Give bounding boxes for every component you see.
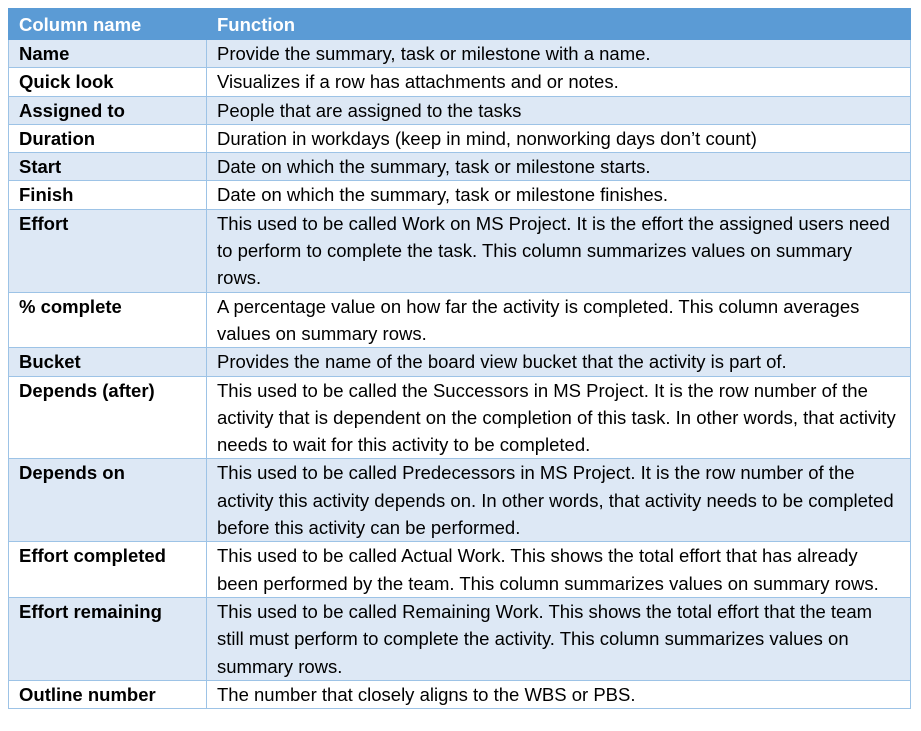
table-row: [9, 96, 911, 124]
column-function-table: [8, 8, 911, 709]
document: [8, 8, 910, 709]
cell-function: A percentage value on how far the activity is completed. This column averages values on summary rows.: [207, 292, 911, 348]
cell-function: This used to be called Work on MS Project. It is the effort the assigned users need to perform to complete the task. This column summarizes values on summary rows.: [207, 209, 911, 292]
cell-function: This used to be called Predecessors in MS Project. It is the row number of the activity this activity depends on. In other words, that activity needs to be completed before this activity can be performed.: [207, 459, 911, 542]
table-row: [9, 597, 911, 680]
cell-function: This used to be called the Successors in MS Project. It is the row number of the activity that is dependent on the completion of this task. In other words, that activity needs to wait for this activity to be completed.: [207, 376, 911, 459]
cell-function: Provides the name of the board view bucket that the activity is part of.: [207, 348, 911, 376]
cell-function: People that are assigned to the tasks: [207, 96, 911, 124]
cell-function: Date on which the summary, task or milestone finishes.: [207, 181, 911, 209]
cell-column-name: Bucket: [9, 348, 207, 376]
table-row: [9, 680, 911, 708]
table-row: [9, 542, 911, 598]
cell-function: The number that closely aligns to the WBS or PBS.: [207, 680, 911, 708]
cell-function: This used to be called Actual Work. This shows the total effort that has already been performed by the team. This column summarizes values on summary rows.: [207, 542, 911, 598]
cell-column-name: Effort remaining: [9, 597, 207, 680]
table-row: [9, 209, 911, 292]
cell-function: Visualizes if a row has attachments and or notes.: [207, 68, 911, 96]
table-row: [9, 153, 911, 181]
table-row: [9, 124, 911, 152]
table-row: [9, 376, 911, 459]
cell-column-name: Name: [9, 40, 207, 68]
table-row: [9, 459, 911, 542]
cell-column-name: Effort: [9, 209, 207, 292]
cell-function: This used to be called Remaining Work. This shows the total effort that the team still must perform to complete the activity. This column summarizes values on summary rows.: [207, 597, 911, 680]
cell-column-name: Outline number: [9, 680, 207, 708]
cell-function: Provide the summary, task or milestone with a name.: [207, 40, 911, 68]
cell-column-name: Assigned to: [9, 96, 207, 124]
table-header-row: [9, 9, 911, 40]
table-row: [9, 68, 911, 96]
table-row: [9, 181, 911, 209]
cell-column-name: Depends on: [9, 459, 207, 542]
cell-column-name: Depends (after): [9, 376, 207, 459]
table-body: [9, 40, 911, 709]
header-function: Function: [207, 9, 911, 40]
cell-function: Date on which the summary, task or milestone starts.: [207, 153, 911, 181]
table-row: [9, 348, 911, 376]
cell-column-name: Start: [9, 153, 207, 181]
cell-column-name: Quick look: [9, 68, 207, 96]
cell-function: Duration in workdays (keep in mind, nonworking days don’t count): [207, 124, 911, 152]
cell-column-name: Effort completed: [9, 542, 207, 598]
cell-column-name: Finish: [9, 181, 207, 209]
table-row: [9, 40, 911, 68]
header-column-name: Column name: [9, 9, 207, 40]
table-row: [9, 292, 911, 348]
cell-column-name: Duration: [9, 124, 207, 152]
cell-column-name: % complete: [9, 292, 207, 348]
